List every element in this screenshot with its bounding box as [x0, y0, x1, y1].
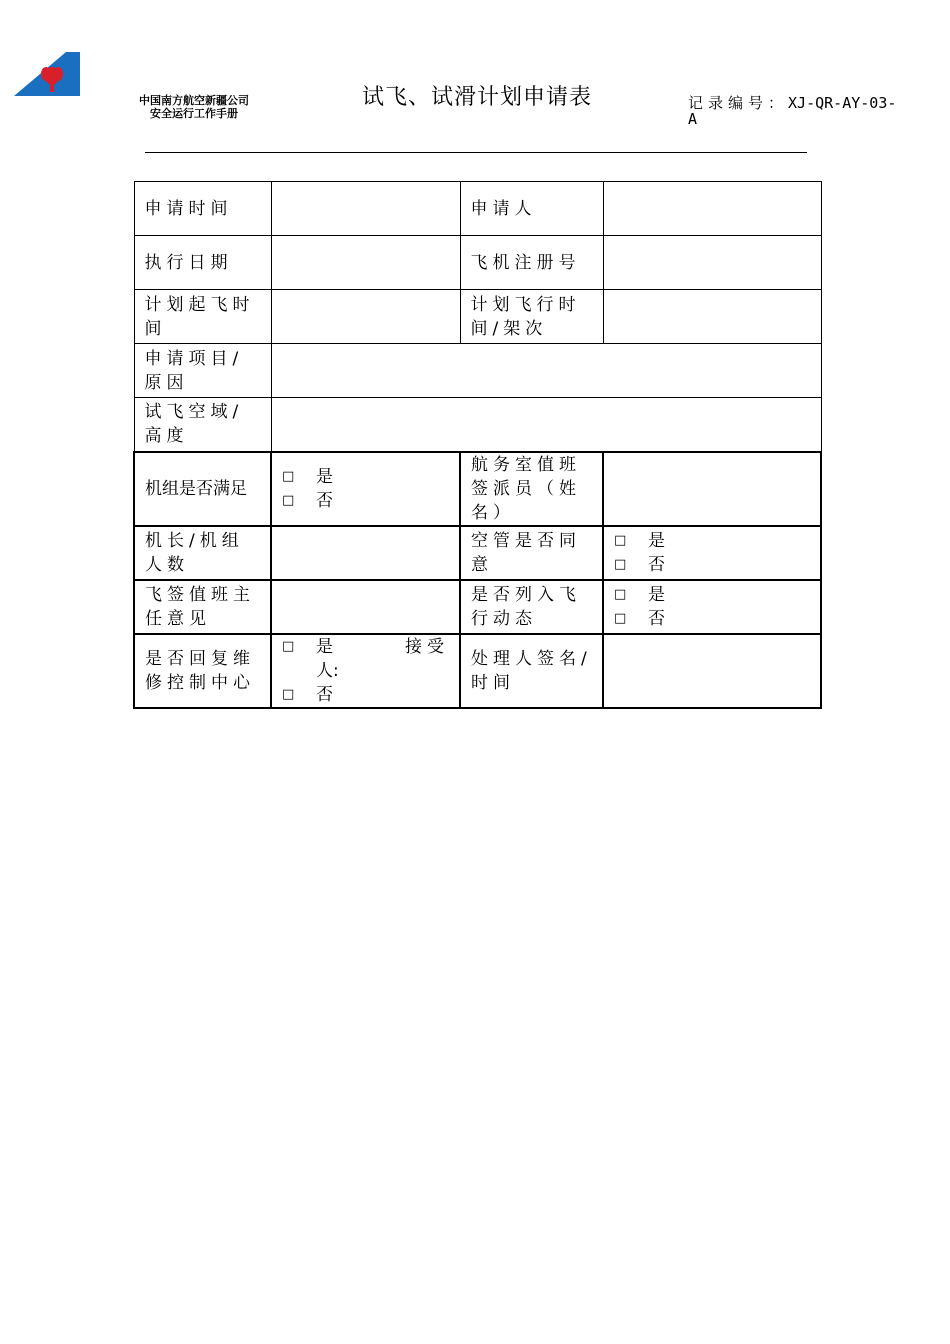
- field-plan-flight[interactable]: [603, 290, 821, 344]
- atc-agree-no[interactable]: □ 否: [614, 554, 665, 575]
- label-plan-takeoff: 计划起飞时间: [134, 290, 271, 344]
- reply-mcc-no[interactable]: □ 否: [282, 684, 333, 705]
- checkbox-icon: □: [282, 468, 295, 484]
- field-apply-item[interactable]: [271, 344, 821, 398]
- label-reply-mcc: 是否回复维修控制中心: [134, 634, 271, 708]
- record-number: [688, 95, 898, 127]
- checkbox-icon: □: [614, 556, 627, 572]
- receiver-label: 接受: [405, 636, 449, 657]
- page-title: 试飞、试滑计划申请表: [362, 85, 593, 110]
- receiver-suffix: 人:: [316, 660, 339, 681]
- checkbox-icon: □: [614, 586, 627, 602]
- form-row: [134, 182, 821, 236]
- label-in-dynamic: 是否列入飞行动态: [460, 580, 603, 634]
- field-apply-time[interactable]: [271, 182, 460, 236]
- crew-ok-no[interactable]: □ 否: [282, 490, 333, 511]
- field-registration[interactable]: [603, 236, 821, 290]
- reply-mcc-yes[interactable]: □ 是 接受: [282, 636, 449, 657]
- field-duty-opinion[interactable]: [271, 580, 460, 634]
- form-row: [134, 634, 821, 708]
- record-label: 记录编号：: [688, 94, 789, 112]
- form-row: [134, 236, 821, 290]
- label-dispatcher: 航务室值班签派员（姓名）: [460, 452, 603, 526]
- in-dynamic-no[interactable]: □ 否: [614, 608, 665, 629]
- label-exec-date: 执行日期: [134, 236, 271, 290]
- form-row: [134, 398, 821, 452]
- atc-agree-options: [603, 526, 821, 580]
- record-value: XJ-QR-AY-03-A: [688, 94, 897, 128]
- label-duty-opinion: 飞签值班主任意见: [134, 580, 271, 634]
- atc-agree-yes[interactable]: □ 是: [614, 530, 665, 551]
- label-registration: 飞机注册号: [460, 236, 603, 290]
- checkbox-icon: □: [614, 610, 627, 626]
- label-applicant: 申请人: [460, 182, 603, 236]
- label-apply-time: 申请时间: [134, 182, 271, 236]
- in-dynamic-yes[interactable]: □ 是: [614, 584, 665, 605]
- application-form: [133, 181, 822, 709]
- label-handler: 处理人签名/时间: [460, 634, 603, 708]
- form-row: [134, 526, 821, 580]
- field-dispatcher[interactable]: [603, 452, 821, 526]
- checkbox-icon: □: [282, 492, 295, 508]
- checkbox-icon: □: [282, 638, 295, 654]
- company-name: [124, 94, 264, 120]
- field-exec-date[interactable]: [271, 236, 460, 290]
- field-applicant[interactable]: [603, 182, 821, 236]
- form-row: [134, 290, 821, 344]
- label-airspace: 试飞空域/高度: [134, 398, 271, 452]
- label-crew-ok: 机组是否满足: [134, 452, 271, 526]
- form-row: [134, 580, 821, 634]
- checkbox-icon: □: [282, 686, 295, 702]
- company-line-2: 安全运行工作手册: [150, 107, 238, 120]
- label-atc-agree: 空管是否同意: [460, 526, 603, 580]
- field-captain-crew[interactable]: [271, 526, 460, 580]
- label-apply-item: 申请项目/原因: [134, 344, 271, 398]
- form-row: [134, 452, 821, 526]
- reply-mcc-options: [271, 634, 460, 708]
- label-captain-crew: 机长/机组人数: [134, 526, 271, 580]
- company-line-1: 中国南方航空新疆公司: [139, 94, 249, 107]
- field-handler[interactable]: [603, 634, 821, 708]
- checkbox-icon: □: [614, 532, 627, 548]
- crew-ok-options: [271, 452, 460, 526]
- china-southern-logo: [14, 52, 80, 98]
- in-dynamic-options: [603, 580, 821, 634]
- header-divider: [145, 152, 807, 153]
- label-plan-flight: 计划飞行时间/架次: [460, 290, 603, 344]
- field-airspace[interactable]: [271, 398, 821, 452]
- crew-ok-yes[interactable]: □ 是: [282, 466, 333, 487]
- field-plan-takeoff[interactable]: [271, 290, 460, 344]
- form-row: [134, 344, 821, 398]
